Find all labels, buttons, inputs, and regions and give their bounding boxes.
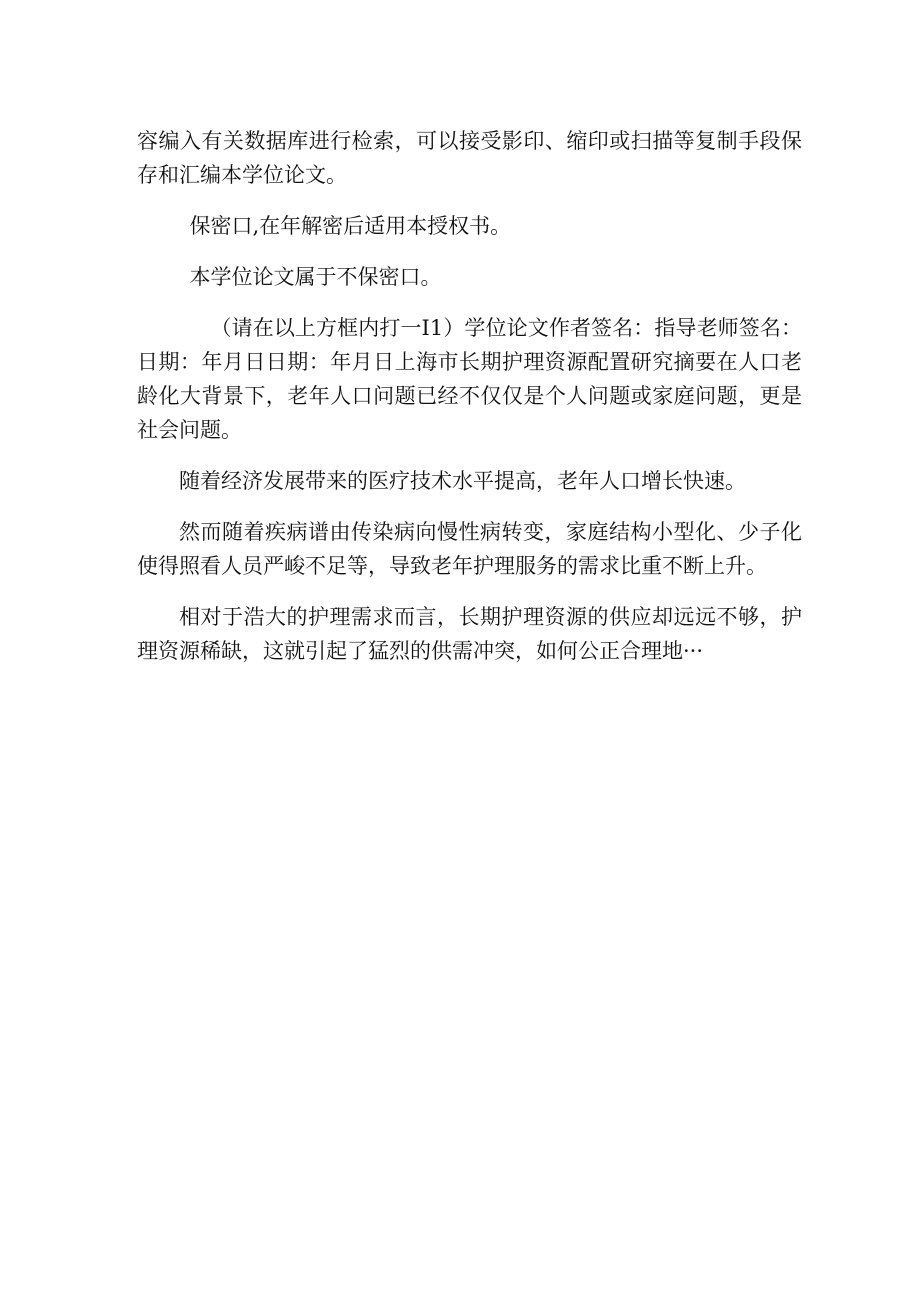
paragraph-confidential: 保密口,在年解密后适用本授权书。: [189, 214, 512, 238]
paragraph-copy-rights: 容编入有关数据库进行检索，可以接受影印、缩印或扫描等复制手段保存和汇编本学位论文。: [137, 129, 802, 187]
paragraph-signature-abstract: （请在以上方框内打一I1）学位论文作者签名：指导老师签名：日期：年月日日期：年月日上海市长期护理资源配置研究摘要在人口老龄化大背景下，老年人口问题已经不仅仅是个人问题或家庭问题，更是社会问题。: [137, 316, 802, 442]
paragraph-disease-spectrum: 然而随着疾病谱由传染病向慢性病转变，家庭结构小型化、少子化使得照看人员严峻不足等，导致老年护理服务的需求比重不断上升。: [137, 520, 802, 578]
document-body: [137, 124, 802, 685]
paragraph-economic-growth: 随着经济发展带来的医疗技术水平提高，老年人口增长快速。: [179, 469, 746, 493]
paragraph-not-confidential: 本学位论文属于不保密口。: [189, 265, 442, 289]
paragraph-care-demand: 相对于浩大的护理需求而言，长期护理资源的供应却远远不够，护理资源稀缺，这就引起了猛烈的供需冲突，如何公正合理地···: [137, 605, 802, 663]
